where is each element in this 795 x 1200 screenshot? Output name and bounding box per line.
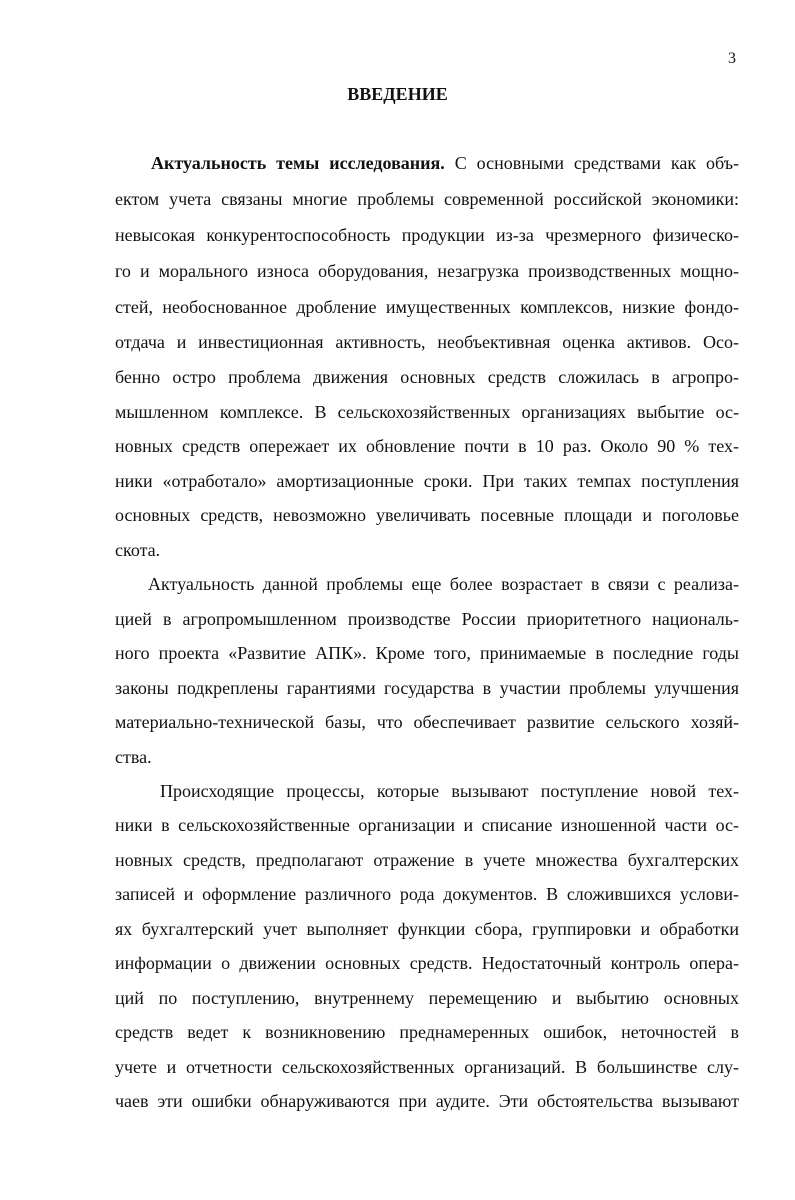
paragraph-2-line: законы подкреплены гарантиями государства в участии проблемы улучшения [115, 678, 739, 698]
section-lead-heading: Актуальность темы исследования. [151, 153, 445, 173]
paragraph-2-line: ного проекта «Развитие АПК». Кроме того, принимаемые в последние годы [115, 643, 739, 663]
paragraph-2-line: материально-технической базы, что обеспечивает развитие сельского хозяй- [115, 712, 739, 732]
paragraph-3-line: информации о движении основных средств. Недостаточный контроль опера- [115, 953, 739, 973]
paragraph-3-line: новных средств, предполагают отражение в учете множества бухгалтерских [115, 850, 739, 870]
paragraph-3-line: чаев эти ошибки обнаруживаются при аудите. Эти обстоятельства вызывают [115, 1091, 739, 1111]
paragraph-1-line: скота. [115, 540, 161, 560]
paragraph-1-line: стей, необоснованное дробление имущественных комплексов, низкие фондо- [115, 297, 739, 317]
paragraph-1-line: ектом учета связаны многие проблемы современной российской экономики: [115, 189, 739, 209]
line-text: С основными средствами как объ- [444, 153, 740, 173]
paragraph-2-line: цией в агропромышленном производстве России приоритетного националь- [115, 609, 739, 629]
paragraph-1-line: бенно остро проблема движения основных средств сложилась в агропро- [115, 367, 739, 387]
paragraph-3-line: ники в сельскохозяйственные организации и списание изношенной части ос- [115, 815, 739, 835]
paragraph-3-line: учете и отчетности сельскохозяйственных организаций. В большинстве слу- [115, 1057, 739, 1077]
paragraph-3-line: Происходящие процессы, которые вызывают поступление новой тех- [160, 781, 739, 801]
paragraph-1-line-1 [151, 153, 739, 173]
paragraph-1-line: отдача и инвестиционная активность, необъективная оценка активов. Осо- [115, 332, 739, 352]
paragraph-2-line: ства. [115, 747, 152, 767]
paragraph-3-line: записей и оформление различного рода документов. В сложившихся услови- [115, 884, 739, 904]
paragraph-1-line: новных средств опережает их обновление почти в 10 раз. Около 90 % тех- [115, 436, 739, 456]
paragraph-1-line: основных средств, невозможно увеличивать посевные площади и поголовье [115, 505, 739, 525]
paragraph-3-line: средств ведет к возникновению преднамеренных ошибок, неточностей в [115, 1022, 739, 1042]
paragraph-1-line: ники «отработало» амортизационные сроки. При таких темпах поступления [115, 471, 739, 491]
paragraph-2-line: Актуальность данной проблемы еще более возрастает в связи с реализа- [148, 574, 739, 594]
page-number: 3 [728, 50, 736, 67]
paragraph-3-line: ций по поступлению, внутреннему перемещению и выбытию основных [115, 988, 739, 1008]
paragraph-3-line: ях бухгалтерский учет выполняет функции сбора, группировки и обработки [115, 919, 739, 939]
paragraph-1-line: мышленном комплексе. В сельскохозяйственных организациях выбытие ос- [115, 402, 739, 422]
section-title: ВВЕДЕНИЕ [347, 84, 448, 104]
paragraph-1-line: го и морального износа оборудования, незагрузка производственных мощно- [115, 261, 739, 281]
paragraph-1-line: невысокая конкурентоспособность продукции из-за чрезмерного физическо- [115, 225, 739, 245]
